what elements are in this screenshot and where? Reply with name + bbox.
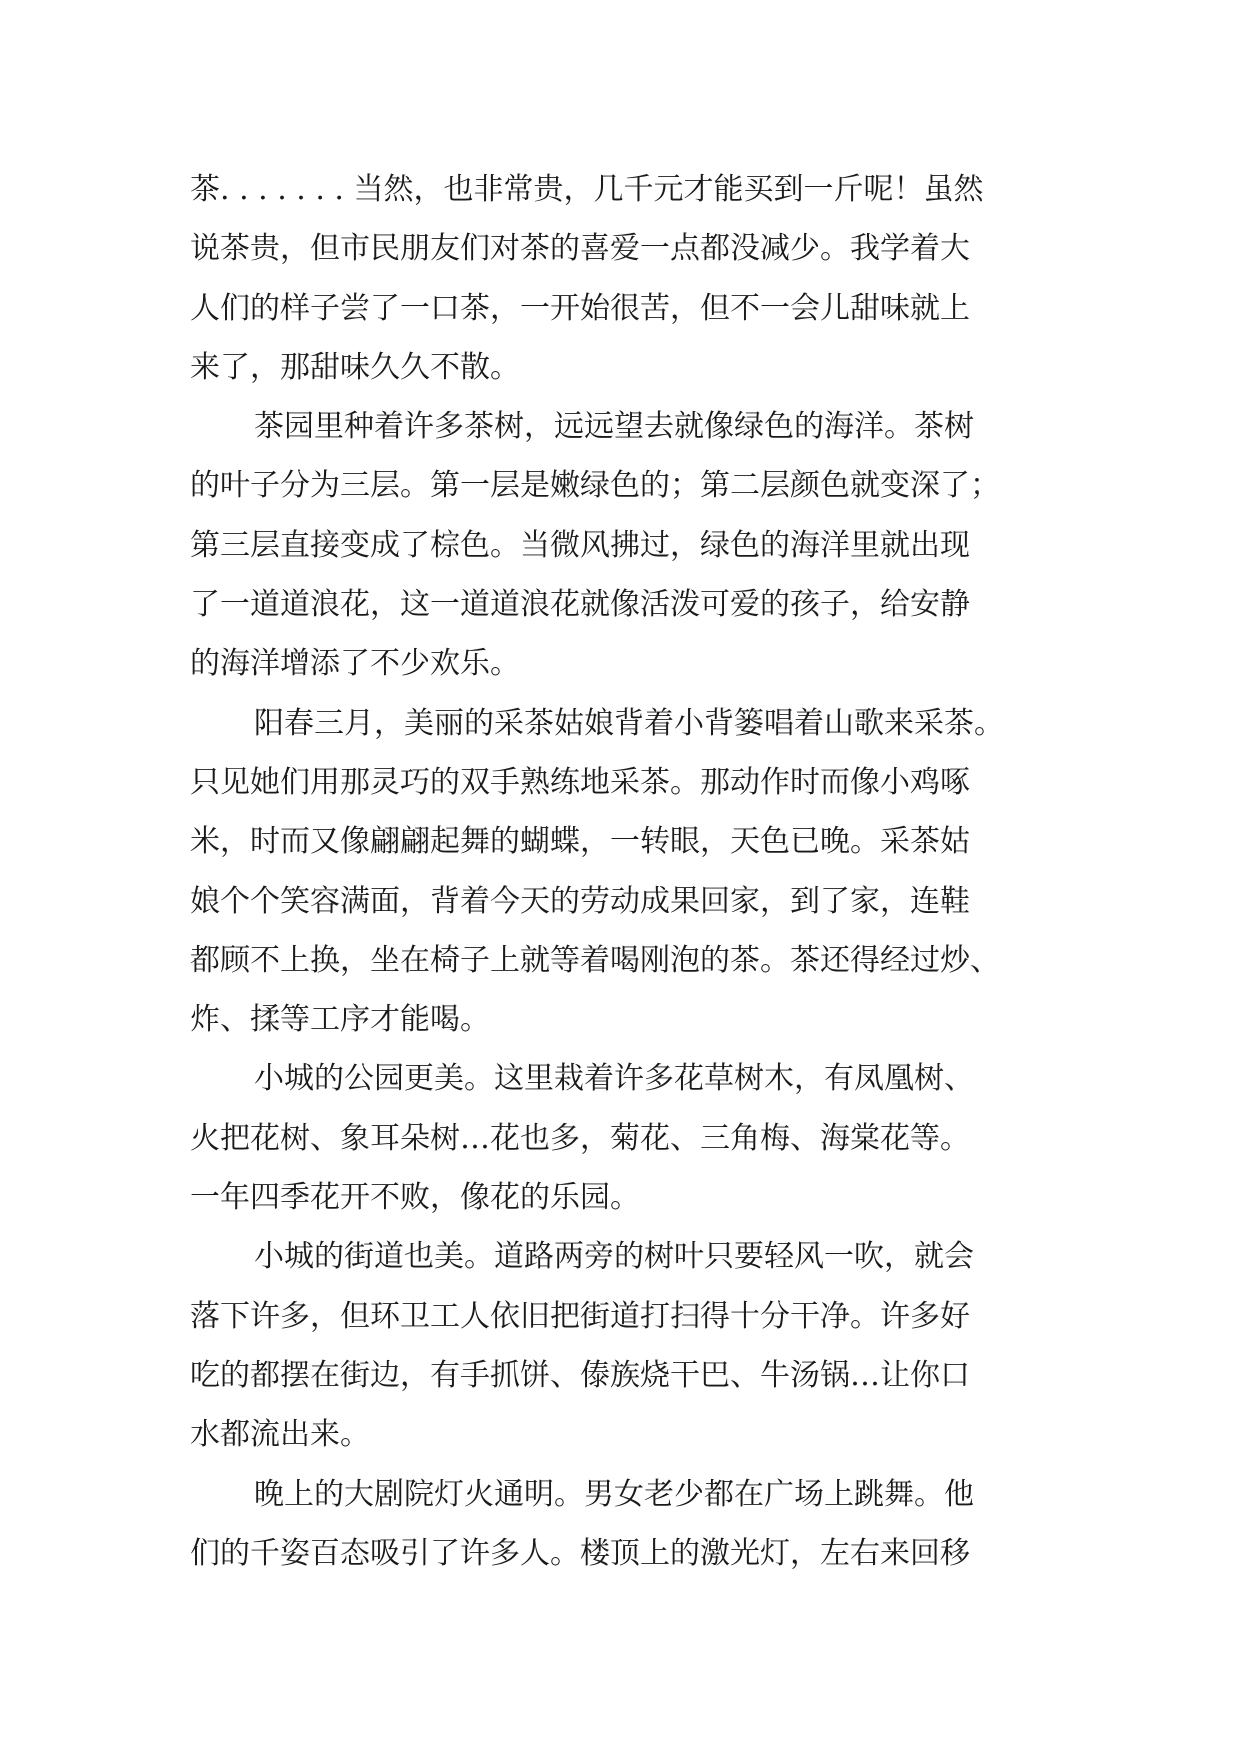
paragraph — [190, 160, 1070, 397]
paragraph — [190, 694, 1070, 1050]
text-line: 火把花树、象耳朵树…花也多，菊花、三角梅、海棠花等。 — [190, 1120, 970, 1156]
text-line: 第三层直接变成了棕色。当微风拂过，绿色的海洋里就出现 — [190, 527, 970, 563]
text-line: 人们的样子尝了一口茶，一开始很苦，但不一会儿甜味就上 — [190, 290, 970, 326]
text-line: 阳春三月，美丽的采茶姑娘背着小背篓唱着山歌来采茶。 — [254, 705, 1004, 741]
text-line: 落下许多，但环卫工人依旧把街道打扫得十分干净。许多好 — [190, 1298, 970, 1334]
document-body — [190, 160, 1070, 1583]
text-line: 们的千姿百态吸引了许多人。楼顶上的激光灯，左右来回移 — [190, 1535, 970, 1571]
text-line: 娘个个笑容满面，背着今天的劳动成果回家，到了家，连鞋 — [190, 883, 970, 919]
text-line: 小城的街道也美。道路两旁的树叶只要轻风一吹，就会 — [254, 1239, 974, 1275]
text-line: 都顾不上换，坐在椅子上就等着喝刚泡的茶。茶还得经过炒、 — [190, 942, 1000, 978]
paragraph — [190, 1227, 1070, 1464]
text-line: 说茶贵，但市民朋友们对茶的喜爱一点都没减少。我学着大 — [190, 231, 970, 267]
text-line: 来了，那甜味久久不散。 — [190, 349, 520, 385]
paragraph — [190, 1465, 1070, 1584]
paragraph — [190, 1049, 1070, 1227]
text-line: 的叶子分为三层。第一层是嫩绿色的；第二层颜色就变深了； — [190, 468, 1000, 504]
text-line: 了一道道浪花，这一道道浪花就像活泼可爱的孩子，给安静 — [190, 587, 970, 623]
text-line: 水都流出来。 — [190, 1417, 370, 1453]
text-line: 晚上的大剧院灯火通明。男女老少都在广场上跳舞。他 — [254, 1476, 974, 1512]
text-line: 米，时而又像翩翩起舞的蝴蝶，一转眼，天色已晚。采茶姑 — [190, 824, 970, 860]
text-line: 只见她们用那灵巧的双手熟练地采茶。那动作时而像小鸡啄 — [190, 764, 970, 800]
paragraph — [190, 397, 1070, 693]
text-line: 的海洋增添了不少欢乐。 — [190, 646, 520, 682]
text-line: 茶. . . . . . . 当然，也非常贵，几千元才能买到一斤呢！虽然 — [190, 172, 984, 207]
text-line: 小城的公园更美。这里栽着许多花草树木，有凤凰树、 — [254, 1061, 974, 1097]
text-line: 吃的都摆在街边，有手抓饼、傣族烧干巴、牛汤锅…让你口 — [190, 1357, 970, 1393]
text-line: 茶园里种着许多茶树，远远望去就像绿色的海洋。茶树 — [254, 409, 974, 445]
text-line: 一年四季花开不败，像花的乐园。 — [190, 1180, 640, 1216]
text-line: 炸、揉等工序才能喝。 — [190, 1002, 490, 1038]
